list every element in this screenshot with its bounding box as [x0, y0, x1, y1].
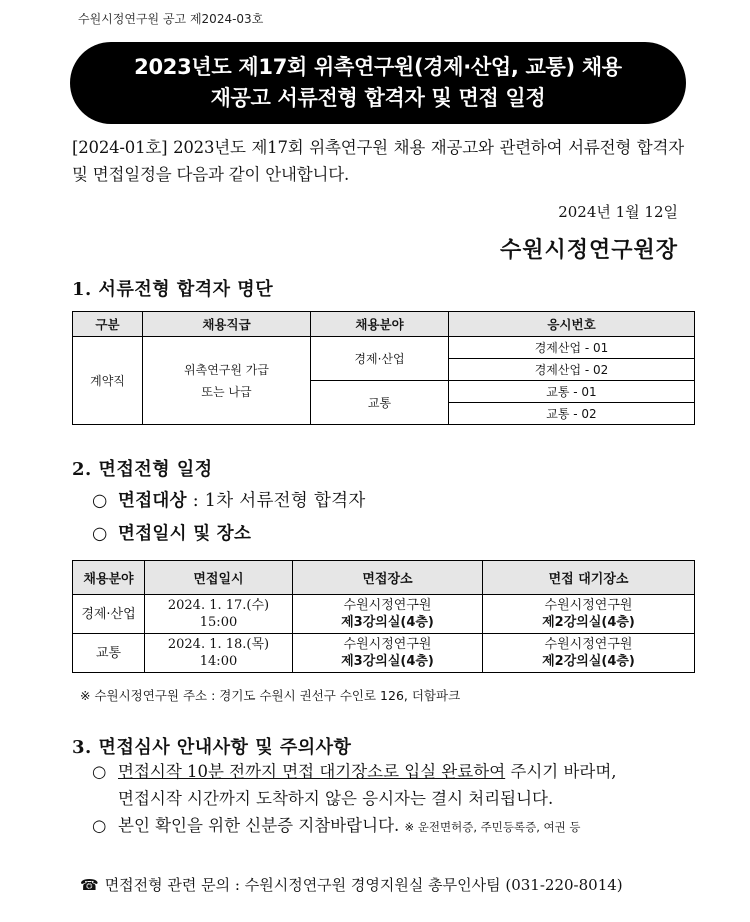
- waiting-line-2: 제2강의실(4층): [542, 654, 635, 669]
- interview-date: 2024. 1. 17.(수): [167, 598, 270, 613]
- waiting-line-1: 수원시정연구원: [544, 598, 633, 613]
- table-row: [73, 595, 695, 634]
- id-examples-note: ※ 운전면허증, 주민등록증, 여권 등: [404, 820, 581, 834]
- header-field: 채용분야: [73, 561, 145, 595]
- position-line-1: 위촉연구원 가급: [184, 362, 269, 377]
- waiting-place-cell: [483, 595, 695, 634]
- notice-bullet-1-line-1: [92, 758, 697, 785]
- telephone-icon: ☎: [80, 876, 99, 894]
- title-line-1: 2023년도 제17회 위촉연구원(경제·산업, 교통) 채용: [134, 55, 622, 79]
- applicant-no-cell: 교통 - 01: [449, 381, 695, 403]
- title-banner: [70, 42, 686, 124]
- interview-target-label: 면접대상: [118, 491, 187, 511]
- datetime-cell: [145, 634, 293, 673]
- interview-schedule-label: 면접일시 및 장소: [118, 524, 252, 544]
- applicant-no-cell: 경제산업 - 01: [449, 337, 695, 359]
- interview-time: 14:00: [199, 654, 238, 669]
- address-note: ※ 수원시정연구원 주소 : 경기도 수원시 권선구 수인로 126, 더함파크: [80, 688, 461, 703]
- interview-target: [92, 487, 366, 512]
- waiting-place-cell: [483, 634, 695, 673]
- place-cell: [293, 595, 483, 634]
- interview-time: 15:00: [199, 615, 238, 630]
- arrival-deadline-text: 면접시작 10분 전까지 면접 대기장소로 입실 완료하여: [118, 762, 506, 781]
- interview-date: 2024. 1. 18.(목): [167, 637, 270, 652]
- table-row: [73, 634, 695, 673]
- header-datetime: 면접일시: [145, 561, 293, 595]
- circle-bullet-icon: ○: [92, 491, 108, 511]
- field-cell: 교통: [73, 634, 145, 673]
- position-cell: [143, 337, 311, 425]
- place-line-1: 수원시정연구원: [343, 637, 432, 652]
- interview-schedule-heading: [92, 520, 251, 545]
- notice-bullet-1: [92, 758, 697, 812]
- announcement-date: 2024년 1월 12일: [558, 203, 678, 221]
- section-2-heading: 2. 면접전형 일정: [72, 459, 213, 480]
- notice-bullet-2: [92, 812, 697, 841]
- table-header-row: [73, 312, 695, 337]
- applicant-no-cell: 교통 - 02: [449, 403, 695, 425]
- contact-line: [80, 874, 623, 895]
- place-line-1: 수원시정연구원: [343, 598, 432, 613]
- waiting-line-1: 수원시정연구원: [544, 637, 633, 652]
- signer: 수원시정연구원장: [499, 237, 678, 263]
- notice-number: 수원시정연구원 공고 제2024-03호: [78, 12, 264, 26]
- circle-bullet-icon: ○: [92, 524, 108, 544]
- arrival-request-text: 주시기 바라며,: [505, 762, 617, 781]
- header-waiting-place: 면접 대기장소: [483, 561, 695, 595]
- field-cell: 경제·산업: [73, 595, 145, 634]
- title-line-2: 재공고 서류전형 합격자 및 면접 일정: [210, 86, 546, 110]
- place-line-2: 제3강의실(4층): [341, 654, 434, 669]
- intro-paragraph: [2024-01호] 2023년도 제17회 위촉연구원 채용 재공고와 관련하여 서류전형 합격자 및 면접일정을 다음과 같이 안내합니다.: [72, 138, 684, 184]
- table-row: [73, 337, 695, 359]
- category-cell: 계약직: [73, 337, 143, 425]
- field-cell-economy: 경제·산업: [311, 337, 449, 381]
- section-1-heading: 1. 서류전형 합격자 명단: [72, 279, 274, 300]
- applicants-table: [72, 311, 695, 425]
- interview-schedule-table: [72, 560, 695, 673]
- waiting-line-2: 제2강의실(4층): [542, 615, 635, 630]
- id-required-text: 본인 확인을 위한 신분증 지참바랍니다.: [118, 816, 400, 835]
- field-cell-traffic: 교통: [311, 381, 449, 425]
- circle-bullet-icon: ○: [92, 816, 107, 835]
- position-line-2: 또는 나급: [201, 384, 252, 399]
- applicant-no-cell: 경제산업 - 02: [449, 359, 695, 381]
- datetime-cell: [145, 595, 293, 634]
- table-header-row: [73, 561, 695, 595]
- notice-bullet-1-line-2: 면접시작 시간까지 도착하지 않은 응시자는 결시 처리됩니다.: [118, 789, 554, 808]
- section-3-heading: 3. 면접심사 안내사항 및 주의사항: [72, 737, 352, 758]
- header-category: 구분: [73, 312, 143, 337]
- header-position: 채용직급: [143, 312, 311, 337]
- interview-target-value: : 1차 서류전형 합격자: [192, 491, 366, 511]
- header-applicant-no: 응시번호: [449, 312, 695, 337]
- header-field: 채용분야: [311, 312, 449, 337]
- header-place: 면접장소: [293, 561, 483, 595]
- contact-text: 면접전형 관련 문의 : 수원시정연구원 경영지원실 총무인사팀 (031-220-8014): [104, 876, 623, 894]
- place-line-2: 제3강의실(4층): [341, 615, 434, 630]
- place-cell: [293, 634, 483, 673]
- circle-bullet-icon: ○: [92, 762, 107, 781]
